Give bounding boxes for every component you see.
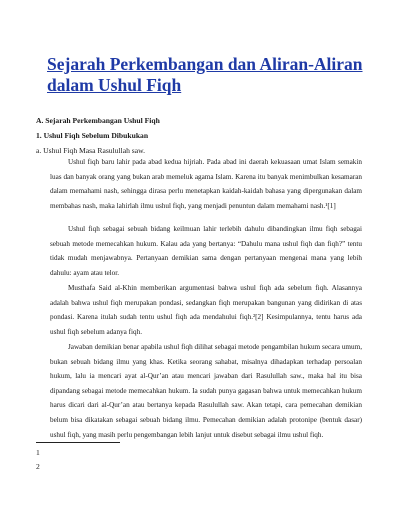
section-heading-1: 1. Ushul Fiqh Sebelum Dibukukan xyxy=(36,131,149,140)
footnote-2: 2 xyxy=(36,462,40,471)
subsection-heading-a: a. Ushul Fiqh Masa Rasulullah saw. xyxy=(36,146,145,155)
footnote-separator xyxy=(36,442,120,443)
paragraph-4: Jawaban demikian benar apabila ushul fiqh dilihat sebagai metode pengambilan hukum secara umum, bukan sebuah bidang ilmu yang khas. Ketika seorang sahabat, misalnya dihadapkan terhadap persoalan hukum, lalu ia mencari ayat al-Qur’an atau mencari jawaban dari Rasulullah saw., maka hal itu bisa dipandang sebagai metode memecahkan hukum. Ia sudah punya gagasan bahwa untuk memecahkan hukum harus dicari dari al-Qur’an atau bertanya kepada Rasulullah saw. Akan tetapi, cara pemecahan demikian belum bisa dikatakan sebagai sebuah bidang ilmu. Pemecahan demikian adalah protonipe (bentuk dasar) ushul fiqh, yang masih perlu pengembangan lebih lanjut untuk disebut sebagai ilmu ushul fiqh. xyxy=(50,343,362,439)
section-heading-a: A. Sejarah Perkembangan Ushul Fiqh xyxy=(36,116,160,125)
document-title[interactable]: Sejarah Perkembangan dan Aliran-Aliran dalam Ushul Fiqh xyxy=(47,54,363,95)
footnote-1: 1 xyxy=(36,448,40,457)
paragraph-3: Musthafa Said al-Khin memberikan argumentasi bahwa ushul fiqh ada sebelum fiqh. Alasannya adalah bahwa ushul fiqh merupakan pondasi, sedangkan fiqh merupakan bangunan yang didirikan di atas pondasi. Karena itulah sudah tentu ushul fiqh ada mendahului fiqh.²[2] Kesimpulannya, tentu harus ada ushul fiqh sebelum adanya fiqh. xyxy=(50,284,362,336)
paragraph-1: Ushul fiqh baru lahir pada abad kedua hijriah. Pada abad ini daerah kekuasaan umat Islam semakin luas dan banyak orang yang bukan arab memeluk agama Islam. Karena itu banyak menimbulkan kesamaran dalam memahami nash, sehingga dirasa perlu menetapkan kaidah-kaidah bahasa yang dipergunakan dalam membahas nash, maka lahirlah ilmu ushul fiqh, yang menjadi penuntun dalam memahami nash.¹[1] xyxy=(50,158,362,210)
paragraph-2: Ushul fiqh sebagai sebuah bidang keilmuan lahir terlebih dahulu dibandingkan ilmu fiqh sebagai sebuah metode memecahkan hukum. Kalau ada yang bertanya: “Dahulu mana ushul fiqh dan fiqh?” tentu tidak mudah menjawabnya. Pertanyaan demikian sama dengan pertanyaan mengenai mana yang lebih dahulu: ayam atau telor. xyxy=(50,225,362,277)
